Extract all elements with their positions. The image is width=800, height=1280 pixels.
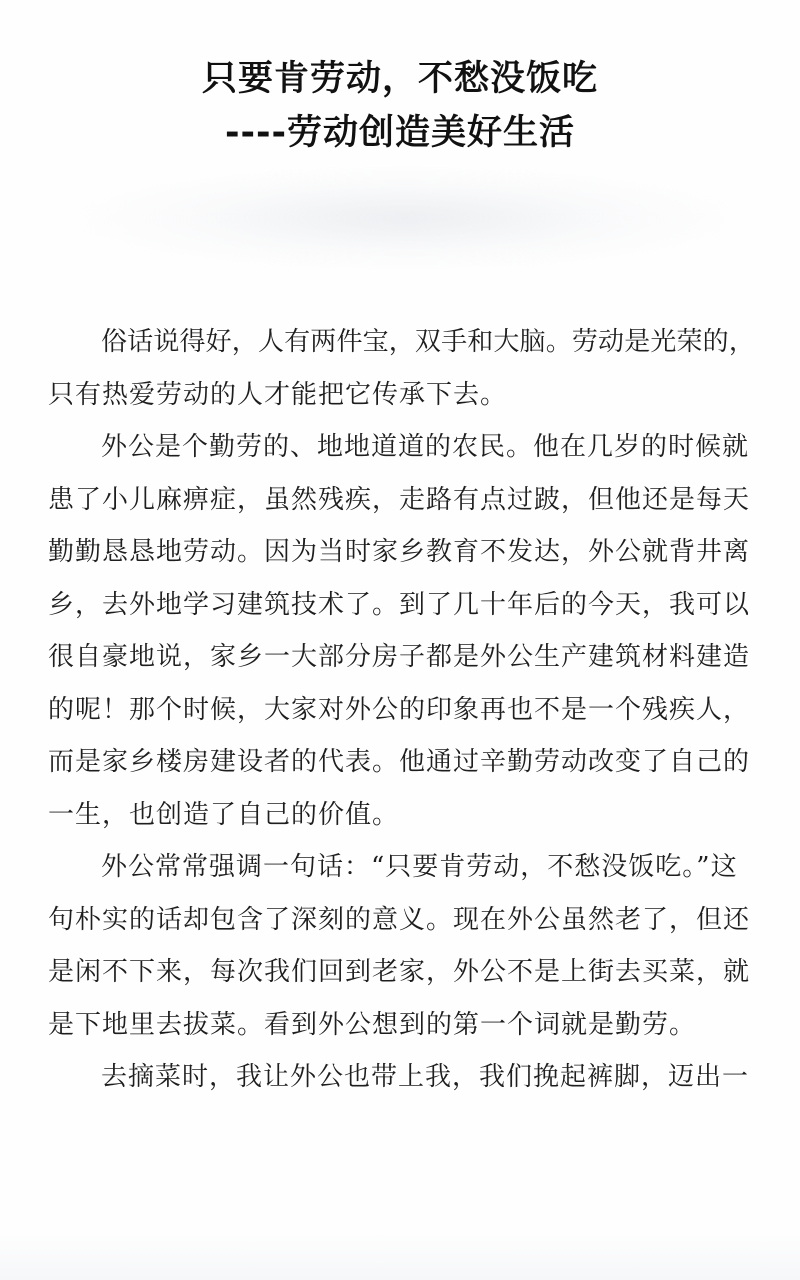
text-line: 句朴实的话却包含了深刻的意义。现在外公虽然老了，但还 [48,904,751,935]
text-line: 俗话说得好，人有两件宝，双手和大脑。劳动是光荣的， [101,327,756,357]
text-line: 是闲不下来，每次我们回到老家，外公不是上街去买菜，就 [48,957,751,987]
text-line: 外公常常强调一句话：“只要肯劳动，不愁没饭吃。”这 [101,852,738,882]
text-line: 乡，去外地学习建筑技术了。到了几十年后的今天，我可以 [48,589,751,620]
title-block [0,52,800,160]
text-line: 很自豪地说，家乡一大部分房子都是外公生产建筑材料建造 [48,642,751,672]
text-line: 外公是个勤劳的、地地道道的农民。他在几岁的时候就 [101,432,750,462]
text-line: 患了小儿麻痹症，虽然残疾，走路有点过跛，但他还是每天 [48,484,751,515]
text-line: 的呢！那个时候，大家对外公的印象再也不是一个残疾人， [48,694,751,725]
text-line: 只有热爱劳动的人才能把它传承下去。 [48,379,508,410]
document-body [48,316,760,1104]
text-line: 去摘菜时，我让外公也带上我，我们挽起裤脚，迈出一 [101,1062,750,1092]
bottom-edge [0,1232,800,1280]
text-line: 而是家乡楼房建设者的代表。他通过辛勤劳动改变了自己的 [48,747,751,777]
text-line: 是下地里去拔菜。看到外公想到的第一个词就是勤劳。 [48,1009,697,1040]
blurred-region [80,168,730,268]
document-title: 只要肯劳动，不愁没饭吃 [201,59,598,99]
document-subtitle: ----劳动创造美好生活 [224,113,576,153]
text-line: 勤勤恳恳地劳动。因为当时家乡教育不发达，外公就背井离 [48,537,751,567]
text-line: 一生，也创造了自己的价值。 [48,799,400,830]
